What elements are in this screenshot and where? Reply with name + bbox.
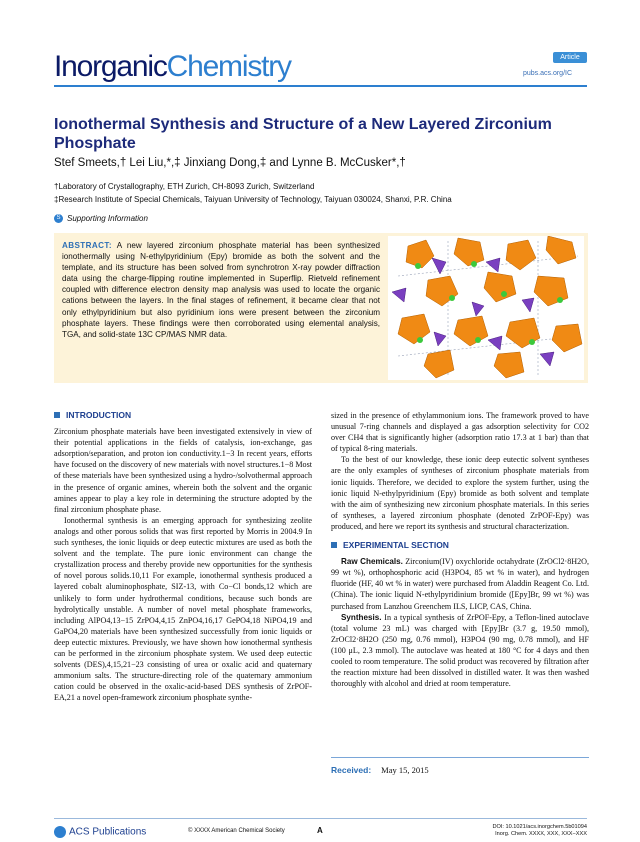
article-type-badge: Article: [553, 52, 587, 63]
received-date-value: May 15, 2015: [381, 765, 429, 775]
raw-chemicals-text: Zirconium(IV) oxychloride octahydrate (ZrOCl2·8H2O, 99 wt %), orthophosphoric acid (H3PO4, 85 wt % in water), and hydrogen fluoride (HF, 40 wt % in water) were purchased from Aladdin Reagent Co. Ltd. (China). The ionic liquid N-ethylpyridinium bromide ([Epy]Br, 99 wt %) was purchased from Lanzhou Greenchem ILS, LICP, CAS, China.: [331, 557, 589, 611]
abstract: [62, 240, 380, 340]
raw-chemicals-paragraph: [331, 556, 589, 611]
experimental-heading: [331, 540, 589, 551]
page-number: A: [317, 826, 323, 835]
received-rule: [331, 757, 589, 758]
intro-paragraph-2: Ionothermal synthesis is an emerging approach for synthesizing zeolite analogs and other porous solids that was first reported by Morris in 2004.9 In such syntheses, the ionic liquids or deep eutectic mixtures are used as both the solvent and the template. The pure ionic environment can change the crystallization process and thereby provide new opportunities for the synthesis of novel porous solids.10,11 For example, ionothermal synthesis produced a layered cobalt aluminophosphate, SIZ-13, with Co−Cl bonds,12 which are unlikely to form under hydrothermal conditions, because such bonds are hydrolytically unstable. A number of novel metal phosphate frameworks, including AlPO4,13−15 ZrPO4,4,15 ZnPO4,16,17 GePO4,18 NiPO4,19 and GaPO4,20 materials have been synthesized successfully from ionic liquids or deep eutectic mixtures. Previously, we have shown how ionothermal synthesis can be performed in the zirconium phosphate system. We used deep eutectic solvents (DES),4,15,21−23 consisting of urea or oxalic acid and quaternary ammonium salts. The structure-directing role of the quaternary ammonium cation could be observed in the oxalic-acid-based DES synthesis of ZrPOF-EA,21 a novel open-framework zirconium phosphate synthe-: [54, 515, 312, 703]
right-column: [331, 410, 589, 689]
journal-logo: [54, 50, 291, 84]
synthesis-label: Synthesis.: [341, 612, 382, 622]
raw-chemicals-label: Raw Chemicals.: [341, 557, 403, 567]
author-list: Stef Smeets,† Lei Liu,*,‡ Jinxiang Dong,‡ and Lynne B. McCusker*,†: [54, 157, 406, 169]
publisher-name: ACS Publications: [69, 826, 147, 838]
experimental-heading-text: EXPERIMENTAL SECTION: [343, 540, 449, 551]
intro-heading-text: INTRODUCTION: [66, 410, 132, 420]
received-label: Received:: [331, 765, 372, 775]
acs-logo-icon: [54, 826, 66, 838]
citation-line: Inorg. Chem. XXXX, XXX, XXX−XXX: [495, 831, 587, 837]
doi-block: [470, 824, 587, 838]
toc-graphic: [388, 236, 584, 380]
copyright: © XXXX American Chemical Society: [188, 828, 285, 834]
journal-url[interactable]: pubs.acs.org/IC: [523, 70, 573, 77]
affiliation-2: ‡Research Institute of Special Chemicals, Taiyuan University of Technology, Taiyuan 030024, Shanxi, P.R. China: [54, 195, 452, 204]
header-rule: [54, 85, 587, 87]
journal-logo-part2: Chemistry: [166, 50, 291, 83]
doi-link[interactable]: DOI: 10.1021/acs.inorgchem.5b01094: [492, 824, 587, 830]
supporting-info-link[interactable]: [54, 214, 148, 223]
affiliation-1: †Laboratory of Crystallography, ETH Zurich, CH-8093 Zurich, Switzerland: [54, 182, 315, 191]
intro-paragraph-1: Zirconium phosphate materials have been investigated extensively in view of their potential applications in the fields of catalysis, ion-exchange, gas adsorption/separation, and proton ion conductivity.1−3 In recent years, efforts have focused on the discovery of new materials with novel structures.1−8 Most of these materials have been synthesized using a hydro-/solvothermal approach in the presence of organic amines, wherein both the solvent and the organic amines appear to play a key role in determining the structure adopted by the final zirconium phosphate phase.: [54, 427, 312, 514]
received-date: [331, 765, 429, 775]
journal-logo-part1: Inorganic: [54, 50, 167, 83]
right-paragraph-0: sized in the presence of ethylammonium ions. The framework proved to have unusual 7-ring channels and displayed a gas adsorption selectivity for CO2 over CH4 that is significantly higher (adsorption ratio 17.3 at 1 bar) than that of typical 8-ring materials.: [331, 411, 589, 454]
supporting-info-label: Supporting Information: [67, 214, 148, 223]
abstract-label: ABSTRACT:: [62, 241, 112, 250]
footer-rule: [54, 818, 587, 819]
abstract-text: A new layered zirconium phosphate material has been synthesized ionothermally using N-ethylpyridinium (Epy) bromide as both the solvent and the template, and its structure has been solved from synchrotron X-ray powder diffraction data using the charge-flipping routine implemented in Superflip. Rietveld refinement coupled with difference electron density map analysis was used to locate the organic cations between the layers. In the final stages of refinement, it became clear that not only ethylpyridinium but also pyridinium ions were present between the zirconium phosphate layers. These findings were then corroborated using elemental analysis, TGA, and solid-state 13C CP/MAS NMR data.: [62, 241, 380, 339]
synthesis-paragraph: [331, 612, 589, 690]
article-title: Ionothermal Synthesis and Structure of a New Layered Zirconium Phosphate: [54, 116, 552, 152]
synthesis-text: In a typical synthesis of ZrPOF-Epy, a Teflon-lined autoclave (total volume 23 mL) was charged with [Epy]Br (3.7 g, 19.50 mmol), ZrOCl2·8H2O (250 mg, 0.76 mmol), H3PO4 (90 mg, 0.78 mmol), and HF (100 μL, 2.3 mmol). The autoclave was heated at 180 °C for 4 days and then cooled to room temperature. The solid product was recovered by filtration after the reaction mixture had been dissolved in distilled water. It was then washed thoroughly with alcohol and dried at room temperature.: [331, 612, 589, 689]
section-marker-icon: [331, 542, 337, 548]
intro-heading: [54, 410, 312, 421]
right-paragraph-1: To the best of our knowledge, these ionic deep eutectic solvent syntheses are the only examples of syntheses of zirconium phosphate materials from ionic liquids. Therefore, we decided to explore the system further, using the ionic liquid N-ethylpyridinium (Epy) bromide as both solvent and template with the aim of synthesizing new zirconium phosphate materials. In this series of syntheses, a layered zirconium phosphate (denoted ZrPOF-Epy) was produced, and here we report its synthesis and structural characterization.: [331, 455, 589, 531]
section-marker-icon: [54, 412, 60, 418]
acs-publications-logo[interactable]: [54, 826, 146, 838]
left-column: [54, 410, 312, 703]
supporting-info-icon: S: [54, 214, 63, 223]
